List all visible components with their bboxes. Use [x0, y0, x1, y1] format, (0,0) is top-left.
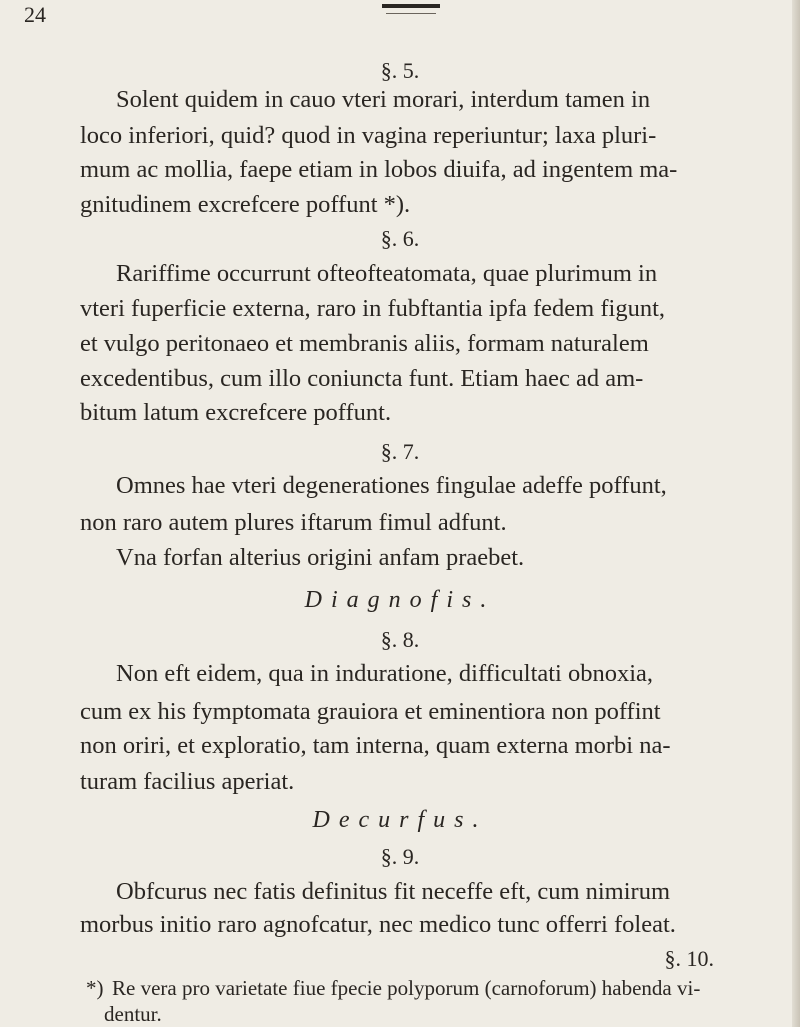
text-line: morbus initio raro agnofcatur, nec medico tunc offerri foleat.	[80, 911, 676, 938]
section-mark-8: §. 8.	[380, 627, 420, 652]
footnote-line: dentur.	[104, 1002, 162, 1026]
text-line: Vna forfan alterius origini anfam praebet.	[116, 544, 525, 571]
section-mark-9: §. 9.	[380, 844, 420, 869]
section-mark-7: §. 7.	[380, 439, 420, 464]
text-line: et vulgo peritonaeo et membranis aliis, formam naturalem	[80, 330, 649, 357]
header-rule-thin	[386, 13, 436, 14]
text-line: Non eft eidem, qua in induratione, difficultati obnoxia,	[116, 660, 654, 687]
text-line: non raro autem plures iftarum fimul adfunt.	[80, 509, 507, 536]
text-line: mum ac mollia, faepe etiam in lobos diuifa, ad ingentem ma-	[80, 156, 678, 183]
text-line: non oriri, et exploratio, tam interna, quam externa morbi na-	[80, 732, 671, 759]
page-edge	[792, 0, 800, 1027]
section-mark-6: §. 6.	[380, 226, 420, 251]
text-line: turam facilius aperiat.	[80, 768, 295, 795]
text-line: Rariffime occurrunt ofteofteatomata, quae plurimum in	[116, 260, 658, 287]
text-line: loco inferiori, quid? quod in vagina reperiuntur; laxa pluri-	[80, 122, 657, 149]
text-line: excedentibus, cum illo coniuncta funt. Etiam haec ad am-	[80, 365, 644, 392]
page-number: 24	[24, 2, 46, 27]
text-line: gnitudinem excrefcere poffunt *).	[80, 191, 411, 218]
section-mark-5: §. 5.	[380, 58, 420, 83]
text-line: Solent quidem in cauo vteri morari, interdum tamen in	[116, 86, 651, 113]
heading-decursus: Decurfus.	[312, 807, 488, 833]
text-line: cum ex his fymptomata grauiora et eminentiora non poffint	[80, 698, 661, 725]
heading-diagnosis: Diagnofis.	[304, 587, 496, 613]
catchword: §. 10.	[664, 946, 714, 971]
text-line: bitum latum excrefcere poffunt.	[80, 399, 392, 426]
footnote-marker: *)	[86, 976, 104, 1000]
footnote-line: Re vera pro varietate fiue fpecie polyporum (carnoforum) habenda vi-	[112, 976, 701, 1000]
text-line: Omnes hae vteri degenerationes fingulae adeffe poffunt,	[116, 472, 667, 499]
text-line: Obfcurus nec fatis definitus fit neceffe eft, cum nimirum	[116, 878, 671, 905]
header-rule	[382, 4, 440, 8]
text-line: vteri fuperficie externa, raro in fubftantia ipfa fedem figunt,	[80, 295, 666, 322]
